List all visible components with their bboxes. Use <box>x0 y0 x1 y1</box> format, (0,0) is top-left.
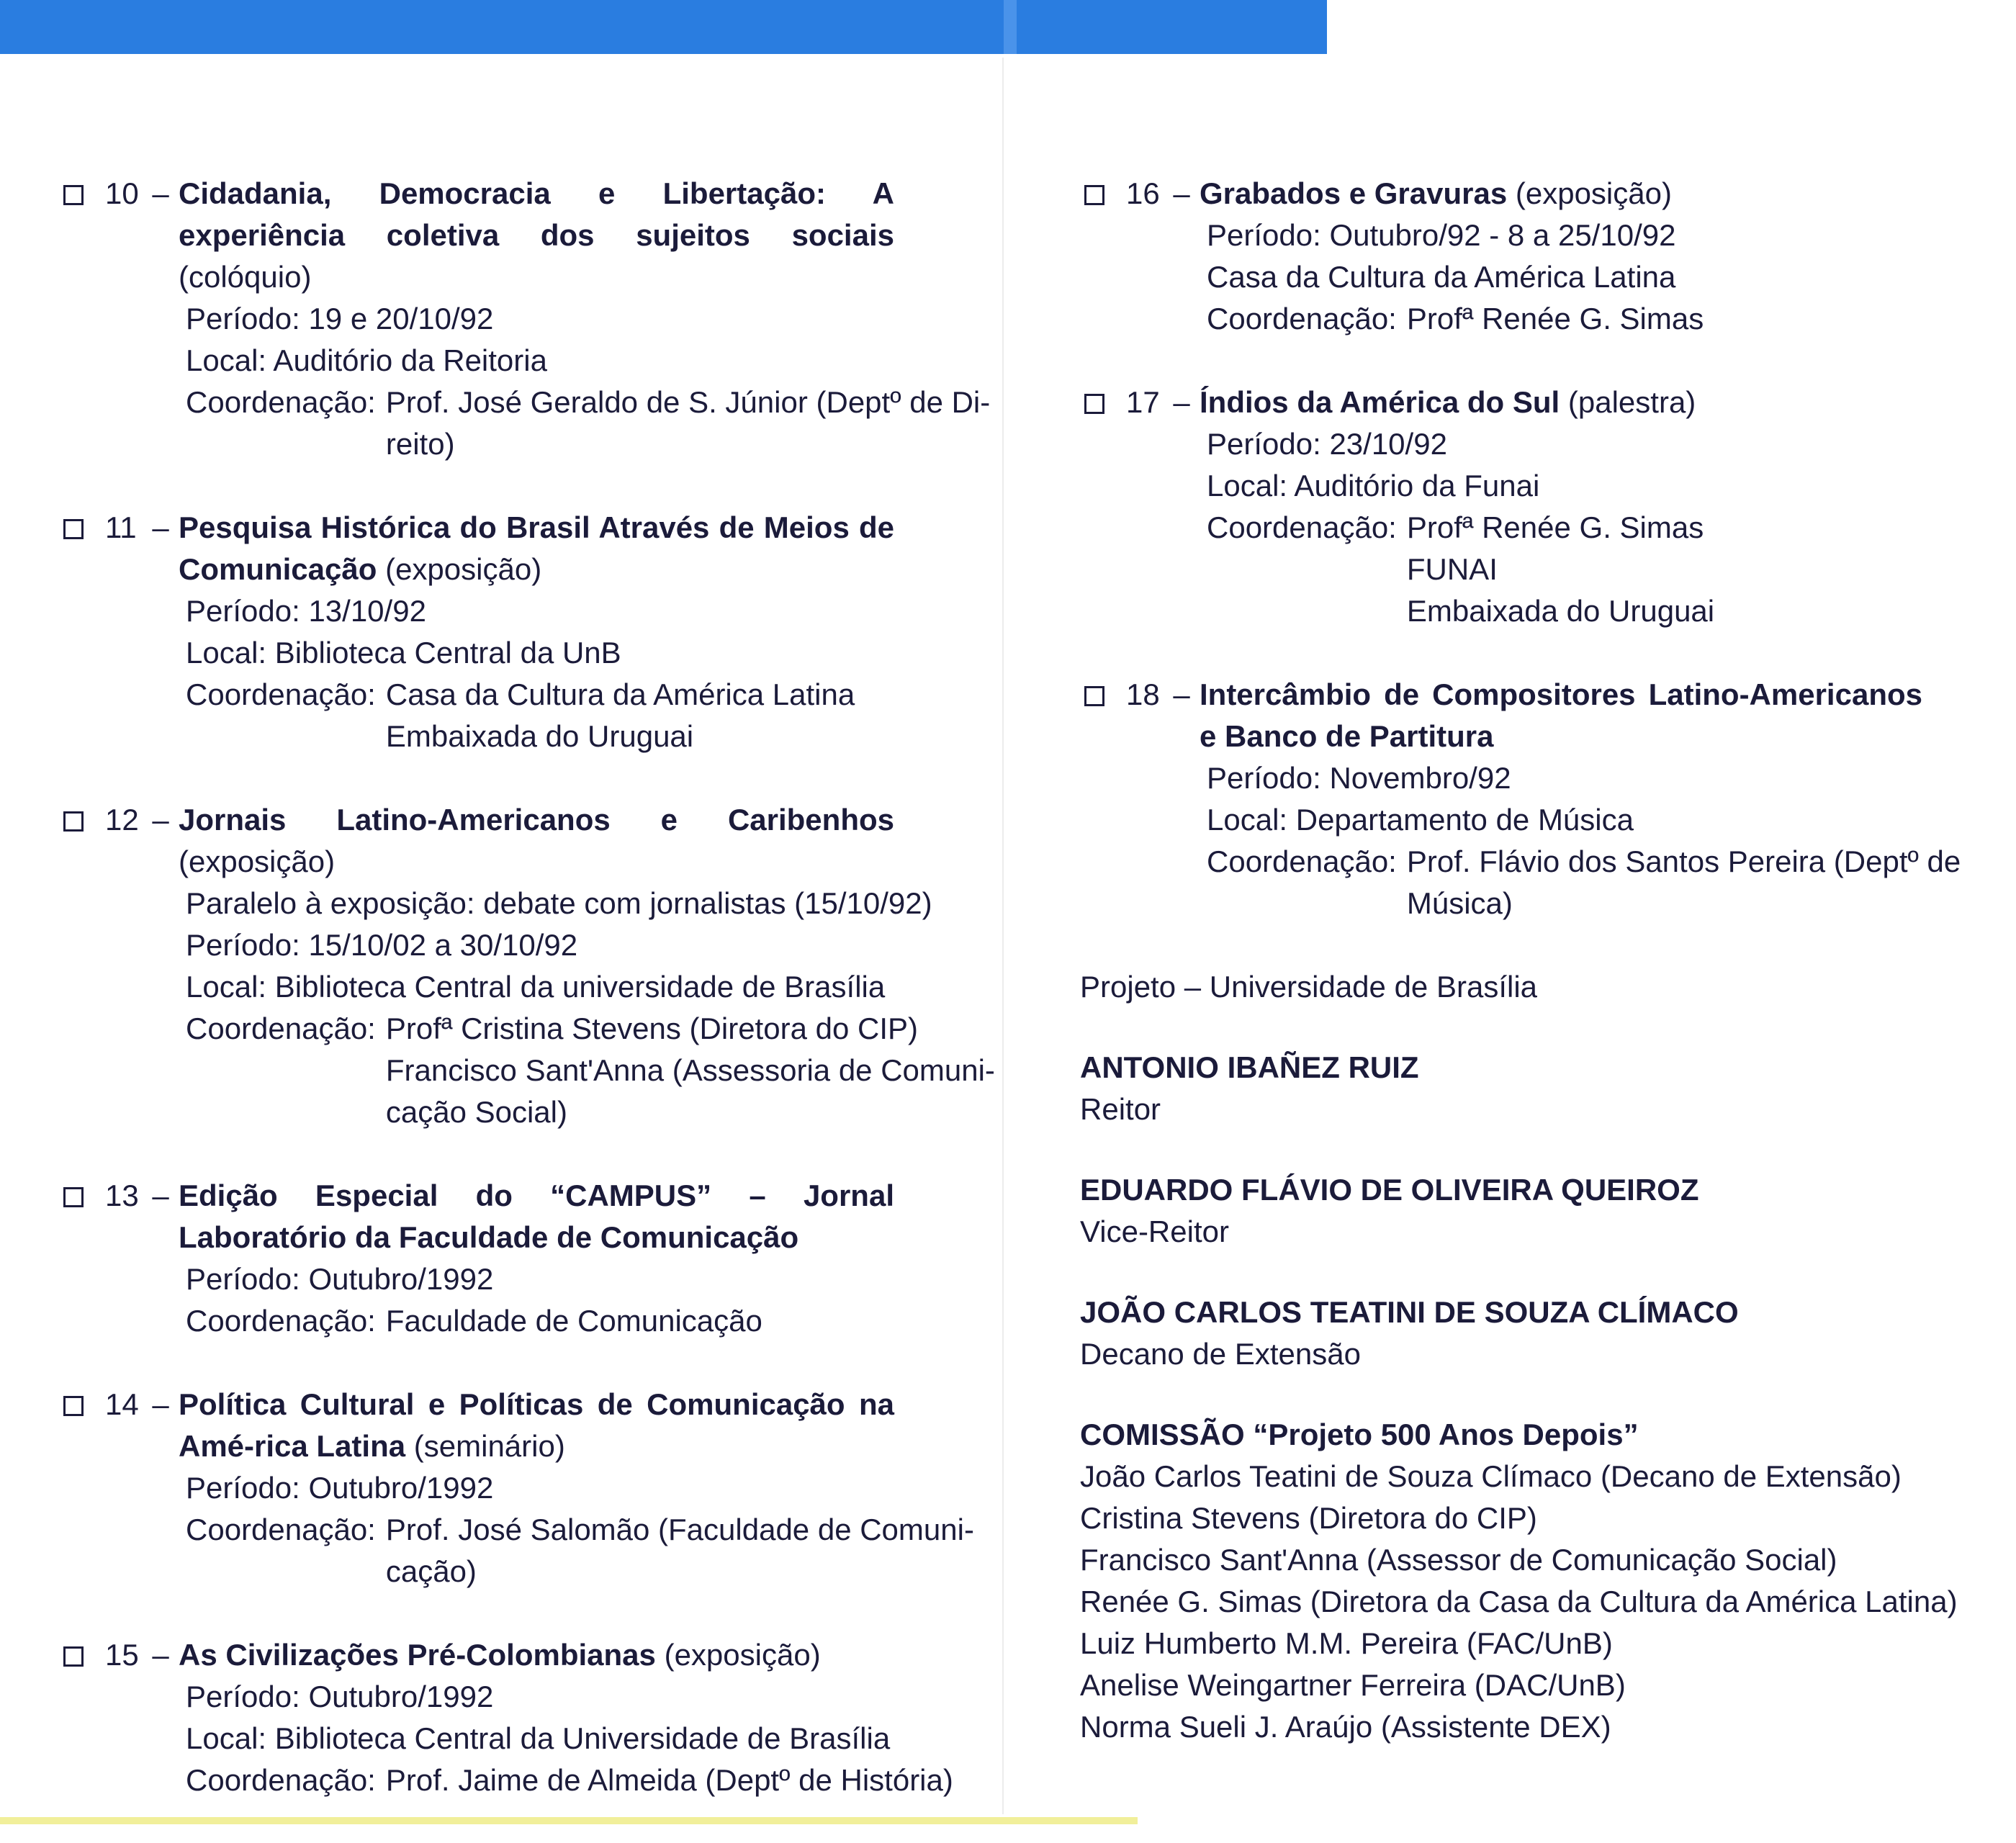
coord-values <box>386 1509 974 1592</box>
item-number: 17 <box>1126 385 1160 419</box>
item-dash: – <box>152 803 169 837</box>
item-number: 16 <box>1126 176 1160 210</box>
checkbox-icon <box>1084 185 1104 205</box>
item-title-text: Jornais Latino-Americanos e Caribenhos <box>179 803 894 837</box>
item-type: (exposição) <box>664 1638 821 1672</box>
coord-value: cação Social) <box>385 1095 567 1129</box>
item-head <box>59 1175 894 1258</box>
official-name: JOÃO CARLOS TEATINI DE SOUZA CLÍMACO <box>1080 1295 1739 1329</box>
item-head <box>59 507 894 590</box>
official-role: Decano de Extensão <box>1080 1337 1361 1371</box>
checkbox-icon <box>1084 394 1104 414</box>
item-body <box>179 507 894 590</box>
program-item <box>59 799 995 1133</box>
right-column <box>1080 173 1961 1748</box>
item-coordination <box>186 1759 953 1801</box>
item-detail-line: Período: Outubro/92 - 8 a 25/10/92 <box>1207 218 1676 252</box>
commission-member: Francisco Sant'Anna (Assessor de Comunicação Social) <box>1080 1543 1837 1577</box>
commission-title: COMISSÃO “Projeto 500 Anos Depois” <box>1080 1418 1639 1451</box>
item-title-text: Índios da América do Sul <box>1200 385 1560 419</box>
item-detail-line: Local: Biblioteca Central da UnB <box>186 636 621 670</box>
coord-values <box>386 674 894 757</box>
item-number: 13 <box>105 1179 139 1212</box>
item-details <box>1080 215 1922 340</box>
item-coordination <box>186 1300 894 1342</box>
item-detail-line: Período: Novembro/92 <box>1207 761 1511 795</box>
coord-value: Prof. José Geraldo de S. Júnior (Deptº de Di- <box>385 385 991 419</box>
coord-label: Coordenação: <box>186 385 376 419</box>
commission-block <box>1080 1414 1958 1748</box>
item-details <box>59 1467 974 1592</box>
item-coordination <box>186 674 894 757</box>
official-role: Vice-Reitor <box>1080 1215 1229 1248</box>
item-coordination <box>1207 841 1961 924</box>
item-dash: – <box>152 1387 169 1421</box>
item-head <box>59 799 894 883</box>
official-3 <box>1080 1292 1922 1375</box>
item-body <box>179 173 894 298</box>
item-detail-line: Período: 13/10/92 <box>186 594 426 628</box>
commission-member: João Carlos Teatini de Souza Clímaco (Decano de Extensão) <box>1080 1459 1902 1493</box>
official-role: Reitor <box>1080 1092 1161 1126</box>
page-fold-line <box>1002 58 1004 1814</box>
coord-label: Coordenação: <box>1207 844 1397 878</box>
coord-value: Embaixada do Uruguai <box>1406 594 1715 628</box>
program-item <box>1080 382 1922 632</box>
item-detail-line: Local: Departamento de Música <box>1207 803 1634 837</box>
coord-values <box>386 1759 953 1801</box>
coord-value: Profª Renée G. Simas <box>1406 302 1704 335</box>
coord-value: Profª Cristina Stevens (Diretora do CIP) <box>385 1011 918 1045</box>
item-dash: – <box>1173 176 1190 210</box>
coord-value: Francisco Sant'Anna (Assessoria de Comuni- <box>385 1053 995 1087</box>
item-coordination <box>186 382 991 465</box>
item-body <box>1200 674 1922 757</box>
coord-label: Coordenação: <box>1207 510 1397 544</box>
program-item <box>59 1634 953 1801</box>
commission-member: Luiz Humberto M.M. Pereira (FAC/UnB) <box>1080 1626 1613 1660</box>
checkbox-icon <box>63 1646 84 1667</box>
top-color-band <box>0 0 1327 54</box>
checkbox-icon <box>63 1396 84 1416</box>
item-title-text: Pesquisa Histórica do Brasil Através de Meios de Comunicação <box>179 510 894 586</box>
item-number: 14 <box>105 1387 139 1421</box>
item-type: (colóquio) <box>179 260 312 294</box>
item-body <box>1200 173 1922 215</box>
project-block <box>1080 966 1922 1008</box>
item-head <box>1080 674 1922 757</box>
item-head <box>1080 173 1922 215</box>
coord-value: Profª Renée G. Simas <box>1406 510 1704 544</box>
item-head <box>59 1384 894 1467</box>
coord-value: Prof. José Salomão (Faculdade de Comuni- <box>385 1513 974 1546</box>
item-body <box>179 1384 894 1467</box>
coord-values <box>386 382 990 465</box>
item-detail-line: Período: 15/10/02 a 30/10/92 <box>186 928 578 962</box>
coord-value: Prof. Jaime de Almeida (Deptº de História) <box>385 1763 953 1797</box>
item-title <box>179 1175 894 1258</box>
item-title-text: Política Cultural e Políticas de Comunicação na Amé-rica Latina <box>179 1387 894 1463</box>
item-details <box>1080 423 1922 632</box>
item-detail-line: Local: Auditório da Funai <box>1207 469 1540 503</box>
right-items <box>1080 173 1961 924</box>
item-type: (palestra) <box>1567 385 1696 419</box>
project-line: Projeto – Universidade de Brasília <box>1080 970 1538 1004</box>
item-number: 12 <box>105 803 139 837</box>
item-type: (exposição) <box>179 844 336 878</box>
item-coordination <box>186 1509 974 1592</box>
program-item <box>1080 674 1961 924</box>
item-number: 11 <box>105 510 137 544</box>
item-title-text: Cidadania, Democracia e Libertação: A experiência coletiva dos sujeitos sociais <box>179 176 894 252</box>
item-coordination <box>1207 507 1922 632</box>
checkbox-icon <box>63 811 84 832</box>
program-item <box>59 1175 894 1342</box>
coord-values <box>1407 507 1922 632</box>
item-detail-line: Paralelo à exposição: debate com jornalistas (15/10/92) <box>186 886 932 920</box>
item-head <box>59 173 894 298</box>
item-dash: – <box>1173 677 1190 711</box>
item-number: 15 <box>105 1638 139 1672</box>
coord-values <box>1407 841 1961 924</box>
item-detail-line: Casa da Cultura da América Latina <box>1207 260 1676 294</box>
item-detail-line: Período: Outubro/1992 <box>186 1680 494 1713</box>
program-item <box>59 507 894 757</box>
coord-label: Coordenação: <box>1207 302 1397 335</box>
item-type: (seminário) <box>413 1429 565 1463</box>
item-body <box>179 799 894 883</box>
item-title <box>179 1384 894 1467</box>
item-coordination <box>186 1008 995 1133</box>
item-details <box>59 298 991 465</box>
item-detail-line: Período: Outubro/1992 <box>186 1262 494 1296</box>
item-dash: – <box>152 510 169 544</box>
commission-member: Renée G. Simas (Diretora da Casa da Cultura da América Latina) <box>1080 1585 1958 1618</box>
item-detail-line: Período: 19 e 20/10/92 <box>186 302 494 335</box>
checkbox-icon <box>63 519 84 539</box>
checkbox-icon <box>63 1187 84 1207</box>
coord-values <box>386 1300 894 1342</box>
item-detail-line: Local: Biblioteca Central da Universidade de Brasília <box>186 1721 891 1755</box>
coord-value: reito) <box>385 427 455 461</box>
commission-member: Cristina Stevens (Diretora do CIP) <box>1080 1501 1537 1535</box>
coord-label: Coordenação: <box>186 1763 376 1797</box>
program-item <box>59 173 991 465</box>
coord-value: Prof. Flávio dos Santos Pereira (Deptº de <box>1406 844 1961 878</box>
item-details <box>59 1258 894 1342</box>
item-type: (exposição) <box>1515 176 1672 210</box>
item-detail-line: Período: 23/10/92 <box>1207 427 1447 461</box>
band-fold-gap <box>1004 0 1017 54</box>
item-dash: – <box>152 176 169 210</box>
program-item <box>1080 173 1922 340</box>
official-name: EDUARDO FLÁVIO DE OLIVEIRA QUEIROZ <box>1080 1173 1699 1207</box>
item-title <box>1200 382 1922 423</box>
official-2 <box>1080 1169 1922 1253</box>
item-title <box>1200 674 1922 757</box>
item-body <box>1200 382 1922 423</box>
checkbox-icon <box>63 185 84 205</box>
left-column <box>59 173 995 1843</box>
coord-value: cação) <box>385 1554 477 1588</box>
item-head <box>59 1634 894 1676</box>
item-dash: – <box>152 1638 169 1672</box>
coord-value: Embaixada do Uruguai <box>385 719 694 753</box>
item-detail-line: Local: Biblioteca Central da universidade de Brasília <box>186 970 886 1004</box>
coord-values <box>386 1008 995 1133</box>
coord-label: Coordenação: <box>186 1011 376 1045</box>
item-body <box>179 1175 894 1258</box>
item-coordination <box>1207 298 1922 340</box>
coord-value: Faculdade de Comunicação <box>385 1304 762 1338</box>
item-details <box>59 590 894 757</box>
item-title <box>179 1634 894 1676</box>
official-name: ANTONIO IBAÑEZ RUIZ <box>1080 1050 1419 1084</box>
commission-member: Norma Sueli J. Araújo (Assistente DEX) <box>1080 1710 1611 1744</box>
item-body <box>179 1634 894 1676</box>
item-dash: – <box>1173 385 1190 419</box>
commission-member: Anelise Weingartner Ferreira (DAC/UnB) <box>1080 1668 1626 1702</box>
item-title-text: Grabados e Gravuras <box>1200 176 1508 210</box>
coord-value: Música) <box>1406 886 1513 920</box>
item-number: 10 <box>105 176 139 210</box>
coord-label: Coordenação: <box>186 677 376 711</box>
coord-value: FUNAI <box>1406 552 1498 586</box>
coord-label: Coordenação: <box>186 1304 376 1338</box>
item-title-text: Intercâmbio de Compositores Latino-Americanos e Banco de Partitura <box>1200 677 1922 753</box>
item-detail-line: Período: Outubro/1992 <box>186 1471 494 1505</box>
item-detail-line: Local: Auditório da Reitoria <box>186 343 547 377</box>
item-title <box>1200 173 1922 215</box>
item-title-text: Edição Especial do “CAMPUS” – Jornal Laboratório da Faculdade de Comunicação <box>179 1179 894 1254</box>
item-details <box>1080 757 1961 924</box>
item-number: 18 <box>1126 677 1160 711</box>
item-dash: – <box>152 1179 169 1212</box>
official-1 <box>1080 1047 1922 1130</box>
item-details <box>59 883 995 1133</box>
item-title <box>179 173 894 298</box>
item-title <box>179 799 894 883</box>
item-title <box>179 507 894 590</box>
item-title-text: As Civilizações Pré-Colombianas <box>179 1638 656 1672</box>
checkbox-icon <box>1084 686 1104 706</box>
item-details <box>59 1676 953 1801</box>
program-item <box>59 1384 974 1592</box>
coord-values <box>1407 298 1922 340</box>
item-type: (exposição) <box>385 552 542 586</box>
coord-value: Casa da Cultura da América Latina <box>385 677 855 711</box>
coord-label: Coordenação: <box>186 1513 376 1546</box>
item-head <box>1080 382 1922 423</box>
